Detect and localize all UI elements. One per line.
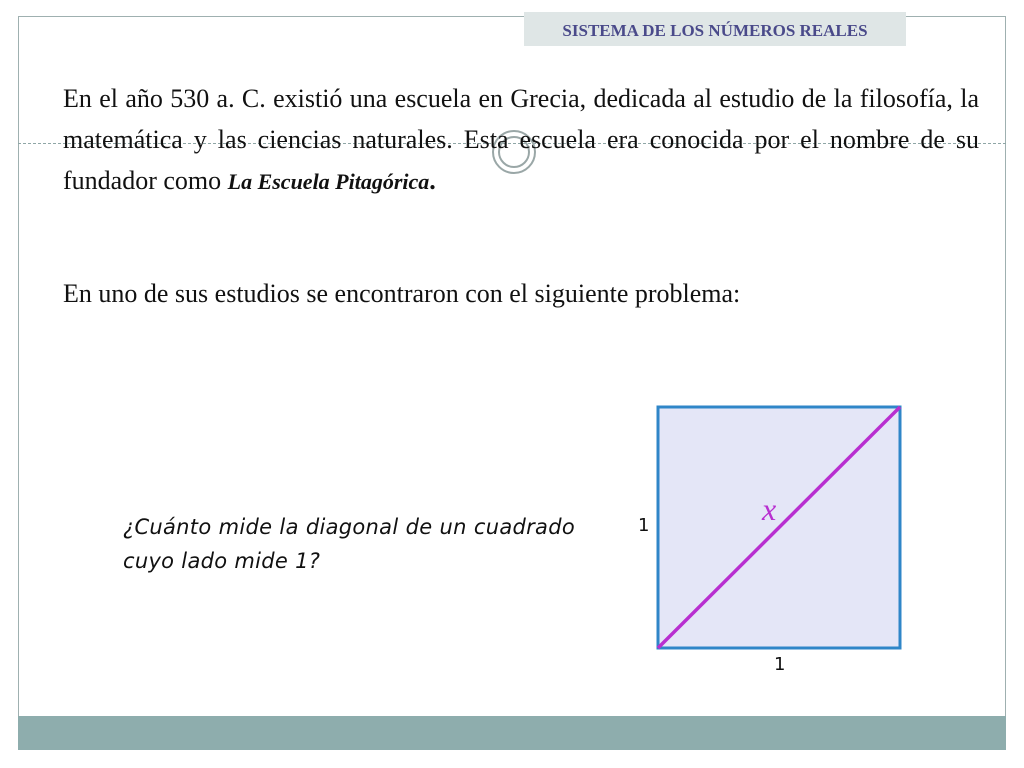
school-name: La Escuela Pitagórica [227,169,430,194]
problem-intro: En uno de sus estudios se encontraron con el siguiente problema: [63,279,741,308]
diagonal-label: x [762,491,777,527]
left-side-label: 1 [638,515,650,536]
square-diagram [620,390,920,690]
intro-paragraph [63,78,979,202]
diagonal-question: ¿Cuánto mide la diagonal de un cuadrado cuyo lado mide 1? [123,515,575,573]
intro-period: . [429,166,436,195]
footer-bar [18,716,1006,750]
intro-text: En el año 530 a. C. existió una escuela en Grecia, dedicada al estudio de la filosofía, la matemática y las ciencias naturales. Esta escuela era conocida por el nombre de su fundador como [63,84,979,195]
bottom-side-label: 1 [774,654,786,675]
section-tag: SISTEMA DE LOS NÚMEROS REALES [524,12,906,46]
